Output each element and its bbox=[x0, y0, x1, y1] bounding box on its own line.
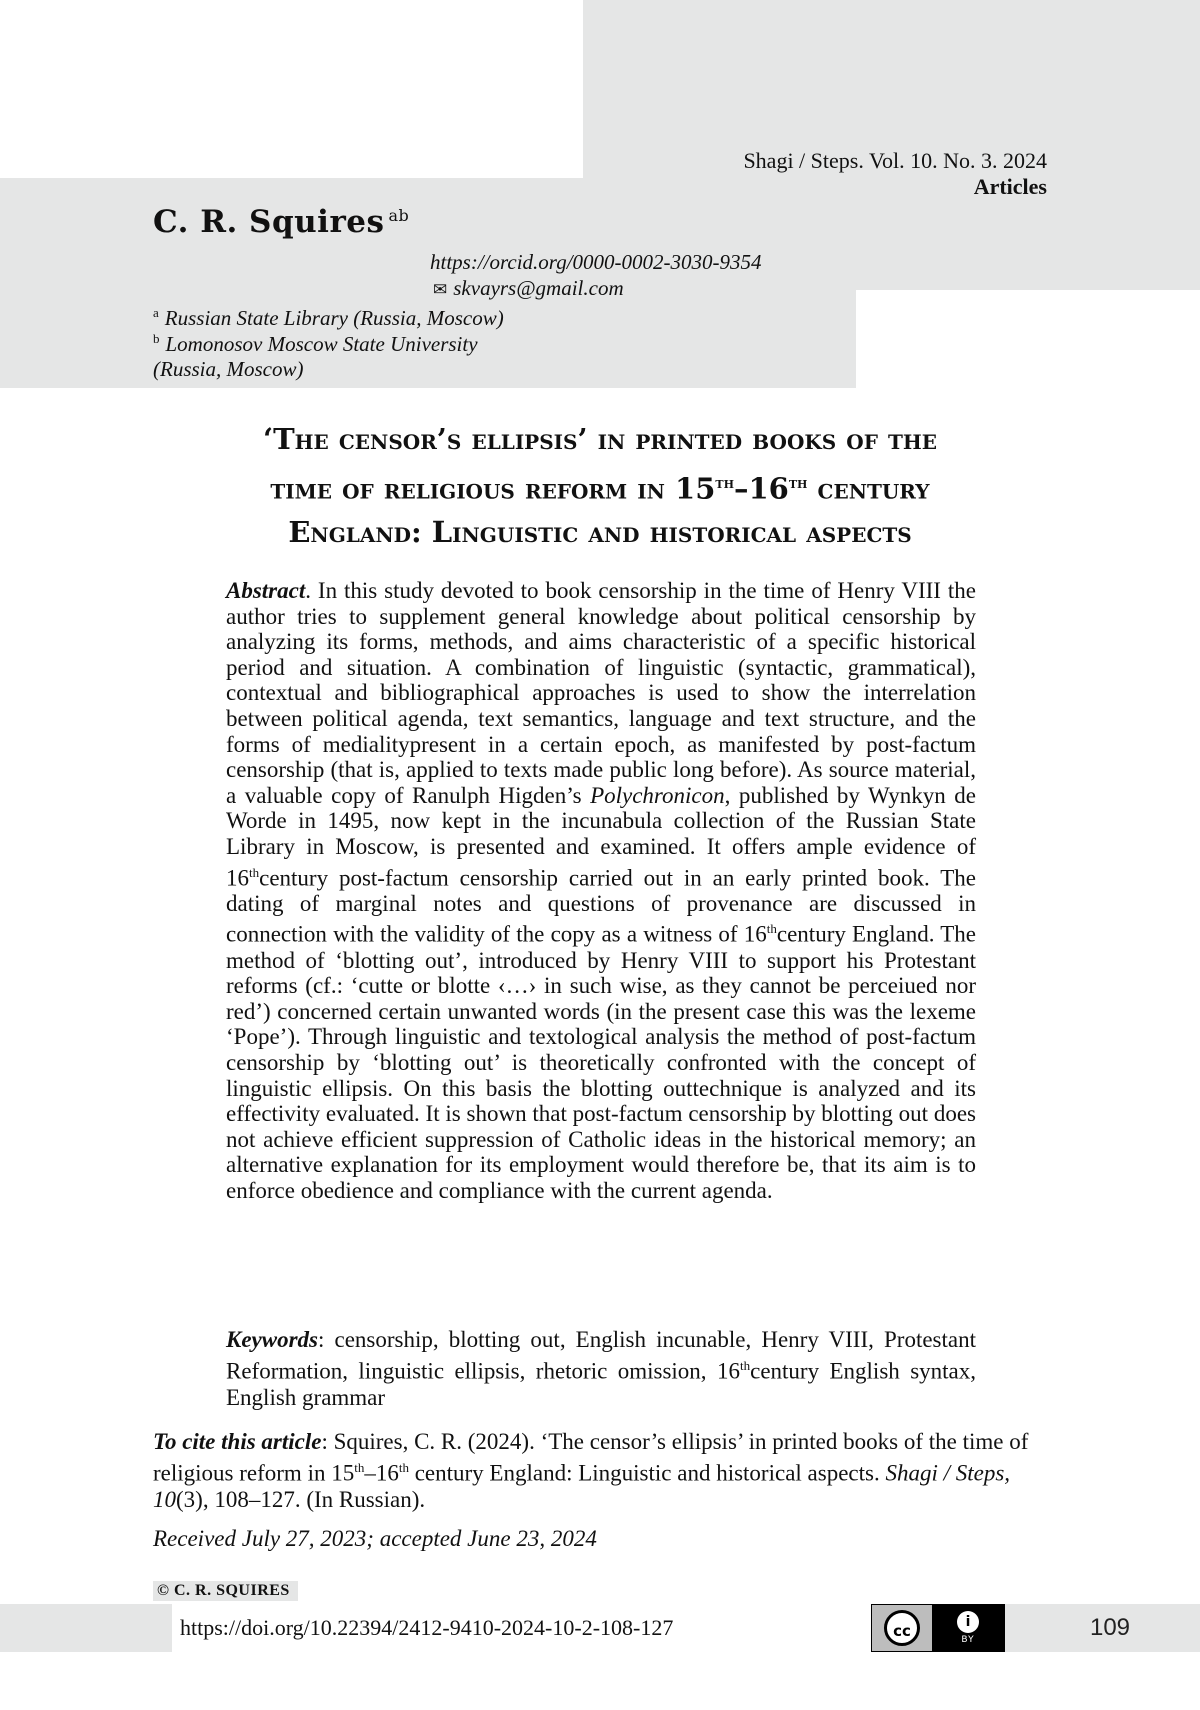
cc-icon: cc bbox=[884, 1610, 920, 1646]
citation-journal: Shagi / Steps, 10 bbox=[153, 1461, 1010, 1512]
citation bbox=[153, 1429, 1048, 1513]
keywords-text: century English syntax, English grammar bbox=[226, 1359, 976, 1410]
affiliation-text: Russian State Library (Russia, Moscow) bbox=[165, 306, 504, 330]
citation-text: –16 bbox=[364, 1461, 399, 1486]
received-dates: Received July 27, 2023; accepted June 23, 2024 bbox=[153, 1526, 597, 1552]
by-label: BY bbox=[961, 1635, 974, 1645]
affiliation-text: Lomonosov Moscow State University bbox=[166, 332, 478, 356]
by-section bbox=[932, 1605, 1004, 1651]
keywords-text: : censorship, blotting out, English incunable, Henry VIII, Protestant Reformation, linguistic ellipsis, rhetoric omission, 16 bbox=[226, 1327, 976, 1384]
author-name bbox=[153, 204, 409, 240]
abstract-text: . In this study devoted to book censorship in the time of Henry VIII the author tries to supplement general knowledge about political censorship by analyzing its forms, methods, and aims characteristic of a specific historical period and situation. A combination of linguistic (syntactic, grammatical), contextual and bibliographical approaches is used to show the interrelation between political agenda, text semantics, language and text structure, and the forms of medialitypresent in a certain epoch, as manifested by post-factum censorship (that is, applied to texts made public long before). As source material, a valuable copy of Ranulph Higden’s bbox=[226, 578, 976, 808]
cc-logo bbox=[872, 1605, 932, 1651]
abstract-text: , published by Wynkyn de Worde in 1495, now kept in the incunabula collection of the Russian State Library in Moscow, is presented and examined. It offers ample evidence of 16 bbox=[226, 783, 976, 890]
title-text: time of religious reform in 15 bbox=[270, 472, 715, 506]
keywords bbox=[226, 1327, 976, 1411]
citation-sup: th bbox=[354, 1460, 364, 1475]
title-line-2 bbox=[150, 461, 1050, 511]
copyright-badge: © C. R. SQUIRES bbox=[153, 1581, 298, 1601]
cc-by-license-badge[interactable] bbox=[871, 1604, 1005, 1652]
journal-issue: Shagi / Steps. Vol. 10. No. 3. 2024 bbox=[743, 148, 1047, 174]
attribution-icon: i bbox=[957, 1611, 979, 1633]
title-sup: th bbox=[789, 473, 808, 492]
author-affil-marks: ab bbox=[388, 206, 409, 225]
citation-text: : Squires, C. R. (2024). ‘The censor’s ellipsis’ in printed books of the time of religious reform in 15 bbox=[153, 1429, 1028, 1486]
doi-link[interactable]: https://doi.org/10.22394/2412-9410-2024-10-2-108-127 bbox=[180, 1615, 673, 1641]
affiliation-b bbox=[153, 326, 478, 382]
abstract-text: century post-factum censorship carried out in an early printed book. The dating of marginal notes and questions of provenance are discussed in connection with the validity of the copy as a witness of 16 bbox=[226, 865, 976, 947]
keywords-label: Keywords bbox=[226, 1327, 318, 1352]
abstract-sup: th bbox=[249, 865, 259, 880]
title-sup: th bbox=[715, 473, 734, 492]
page-number: 109 bbox=[1040, 1605, 1180, 1651]
citation-text: century England: Linguistic and historical aspects. bbox=[409, 1461, 886, 1486]
keywords-sup: th bbox=[740, 1358, 750, 1373]
orcid-link[interactable]: https://orcid.org/0000-0002-3030-9354 bbox=[430, 250, 762, 275]
title-text: –16 bbox=[734, 472, 789, 506]
abstract-sup: th bbox=[767, 921, 777, 936]
affiliation-text-line2: (Russia, Moscow) bbox=[153, 357, 304, 381]
author-email[interactable] bbox=[433, 276, 624, 301]
article-title bbox=[150, 418, 1050, 554]
affiliation-mark: b bbox=[153, 331, 160, 346]
abstract-label: Abstract bbox=[226, 578, 305, 603]
citation-sup: th bbox=[399, 1460, 409, 1475]
abstract bbox=[226, 578, 976, 1204]
title-line-3: England: Linguistic and historical aspects bbox=[150, 511, 1050, 554]
envelope-icon: ✉ bbox=[433, 280, 447, 299]
title-line-1: ‘The censor’s ellipsis’ in printed books of the bbox=[150, 418, 1050, 461]
abstract-work-title: Polychronicon bbox=[590, 783, 725, 808]
title-text: century bbox=[807, 472, 929, 506]
citation-text: (3), 108–127. (In Russian). bbox=[176, 1487, 425, 1512]
author-name-text: C. R. Squires bbox=[153, 204, 384, 240]
abstract-text: century England. The method of ‘blotting out’, introduced by Henry VIII to support his Protestant reforms (cf.: ‘cutte or blotte ‹…› in such wise, as they cannot be perceiued nor red’) concerned certain unwanted words (in the present case this was the lexeme ‘Pope’). Through linguistic and textological analysis the method of post-factum censorship by ‘blotting out’ is theoretically confronted with the concept of linguistic ellipsis. On this basis the blotting outtechnique is analyzed and its effectivity evaluated. It is shown that post-factum censorship by blotting out does not achieve efficient suppression of Catholic ideas in the historical memory; an alternative explanation for its employment would therefore be, that its aim is to enforce obedience and compliance with the current agenda. bbox=[226, 922, 976, 1203]
journal-info bbox=[743, 148, 1047, 200]
author-email-text[interactable]: skvayrs@gmail.com bbox=[453, 276, 623, 300]
journal-section: Articles bbox=[743, 174, 1047, 200]
affiliation-mark: a bbox=[153, 305, 159, 320]
citation-label: To cite this article bbox=[153, 1429, 321, 1454]
